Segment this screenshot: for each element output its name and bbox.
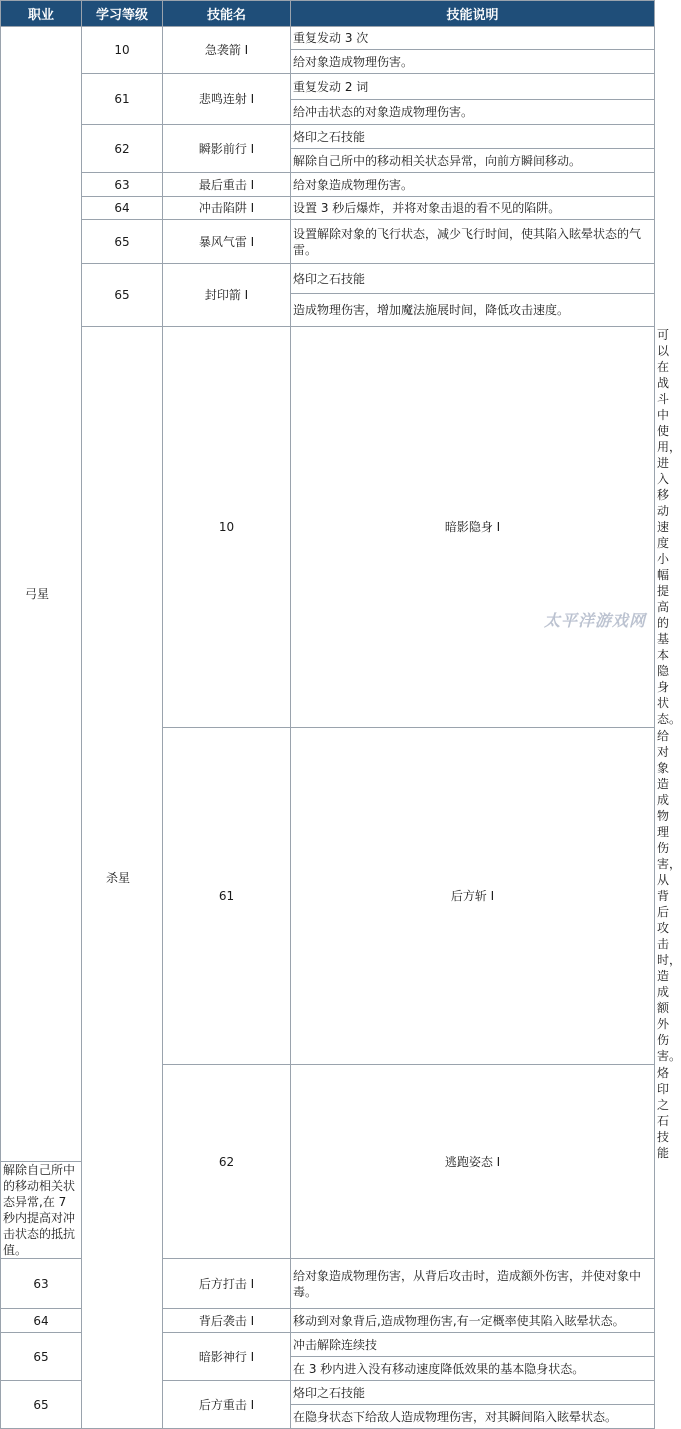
level-cell: 65: [1, 1333, 82, 1381]
skill-desc-cell: 设置解除对象的飞行状态，减少飞行时间，使其陷入眩晕状态的气雷。: [291, 220, 655, 264]
header-level: 学习等级: [82, 1, 163, 27]
skill-desc-cell: 解除自己所中的移动相关状态异常，向前方瞬间移动。: [291, 149, 655, 173]
level-cell: 63: [1, 1259, 82, 1309]
skill-desc-cell: 烙印之石技能: [291, 264, 655, 294]
skill-name-cell: 后方斩 I: [291, 728, 655, 1065]
skill-desc-cell: 移动到对象背后,造成物理伤害,有一定概率使其陷入眩晕状态。: [291, 1309, 655, 1333]
level-cell: 64: [82, 197, 163, 220]
site-watermark: 太平洋游戏网: [543, 611, 646, 630]
class-cell-assassin: 杀星: [82, 327, 163, 1429]
skill-desc-cell: 重复发动 3 次: [291, 27, 655, 50]
skill-name-cell: 后方打击 I: [163, 1259, 291, 1309]
skill-name-cell: 后方重击 I: [163, 1381, 291, 1429]
level-cell: 63: [82, 173, 163, 197]
table-row: [1, 74, 655, 100]
skill-desc-cell: 解除自己所中的移动相关状态异常,在 7 秒内提高对冲击状态的抵抗值。: [1, 1162, 82, 1259]
header-skill-name: 技能名: [163, 1, 291, 27]
level-cell: 62: [163, 1065, 291, 1259]
table-row: [1, 197, 655, 220]
skill-name-cell: 暗影隐身 I: [291, 327, 655, 728]
level-cell: 64: [1, 1309, 82, 1333]
skill-name-cell: 冲击陷阱 I: [163, 197, 291, 220]
skill-desc-cell: 给冲击状态的对象造成物理伤害。: [291, 100, 655, 125]
skill-name-cell: 急袭箭 I: [163, 27, 291, 74]
skill-name-cell: 封印箭 I: [163, 264, 291, 327]
level-cell: 61: [163, 728, 291, 1065]
skill-desc-cell: 给对象造成物理伤害，从背后攻击时，造成额外伤害，并使对象中毒。: [291, 1259, 655, 1309]
header-class: 职业: [1, 1, 82, 27]
level-cell: 65: [82, 220, 163, 264]
header-row: [1, 1, 655, 27]
level-cell: 65: [1, 1381, 82, 1429]
skill-name-cell: 背后袭击 I: [163, 1309, 291, 1333]
skill-desc-cell: 在 3 秒内进入没有移动速度降低效果的基本隐身状态。: [291, 1357, 655, 1381]
class-cell-archer: 弓星: [1, 27, 82, 1162]
skill-desc-cell: 给对象造成物理伤害。: [291, 173, 655, 197]
skill-desc-cell: 冲击解除连续技: [291, 1333, 655, 1357]
table-row: [1, 27, 655, 50]
skill-name-cell: 瞬影前行 I: [163, 125, 291, 173]
skill-desc-cell: 造成物理伤害，增加魔法施展时间，降低攻击速度。: [291, 294, 655, 327]
skill-desc-cell: 重复发动 2 词: [291, 74, 655, 100]
level-cell: 10: [82, 27, 163, 74]
level-cell: 62: [82, 125, 163, 173]
table-row: 62 逃跑姿态 I 烙印之石技能: [1, 1065, 655, 1162]
table-row: [1, 220, 655, 264]
skill-desc-cell: 给对象造成物理伤害。: [291, 50, 655, 74]
table-row: [1, 125, 655, 149]
skill-name-cell: 暗影神行 I: [163, 1333, 291, 1381]
level-cell: 61: [82, 74, 163, 125]
table-row: 61 后方斩 I 给对象造成物理伤害，从背后攻击时，造成额外伤害。: [1, 728, 655, 1065]
table-row: [1, 264, 655, 294]
skill-desc-cell: 烙印之石技能: [291, 125, 655, 149]
skill-name-cell: 最后重击 I: [163, 173, 291, 197]
skill-name-cell: 悲鸣连射 I: [163, 74, 291, 125]
level-cell: 65: [82, 264, 163, 327]
header-skill-desc: 技能说明: [291, 1, 655, 27]
skill-desc-cell: 在隐身状态下给敌人造成物理伤害，对其瞬间陷入眩晕状态。: [291, 1405, 655, 1429]
level-cell: 10: [163, 327, 291, 728]
table-row: 杀星 10 暗影隐身 I 可以在战斗中使用，进入移动速度小幅提高的基本隐身状态。: [1, 327, 655, 728]
table-row: [1, 173, 655, 197]
skill-name-cell: 逃跑姿态 I: [291, 1065, 655, 1259]
skill-desc-cell: 设置 3 秒后爆炸，并将对象击退的看不见的陷阱。: [291, 197, 655, 220]
skill-name-cell: 暴风气雷 I: [163, 220, 291, 264]
skill-desc-cell: 烙印之石技能: [291, 1381, 655, 1405]
